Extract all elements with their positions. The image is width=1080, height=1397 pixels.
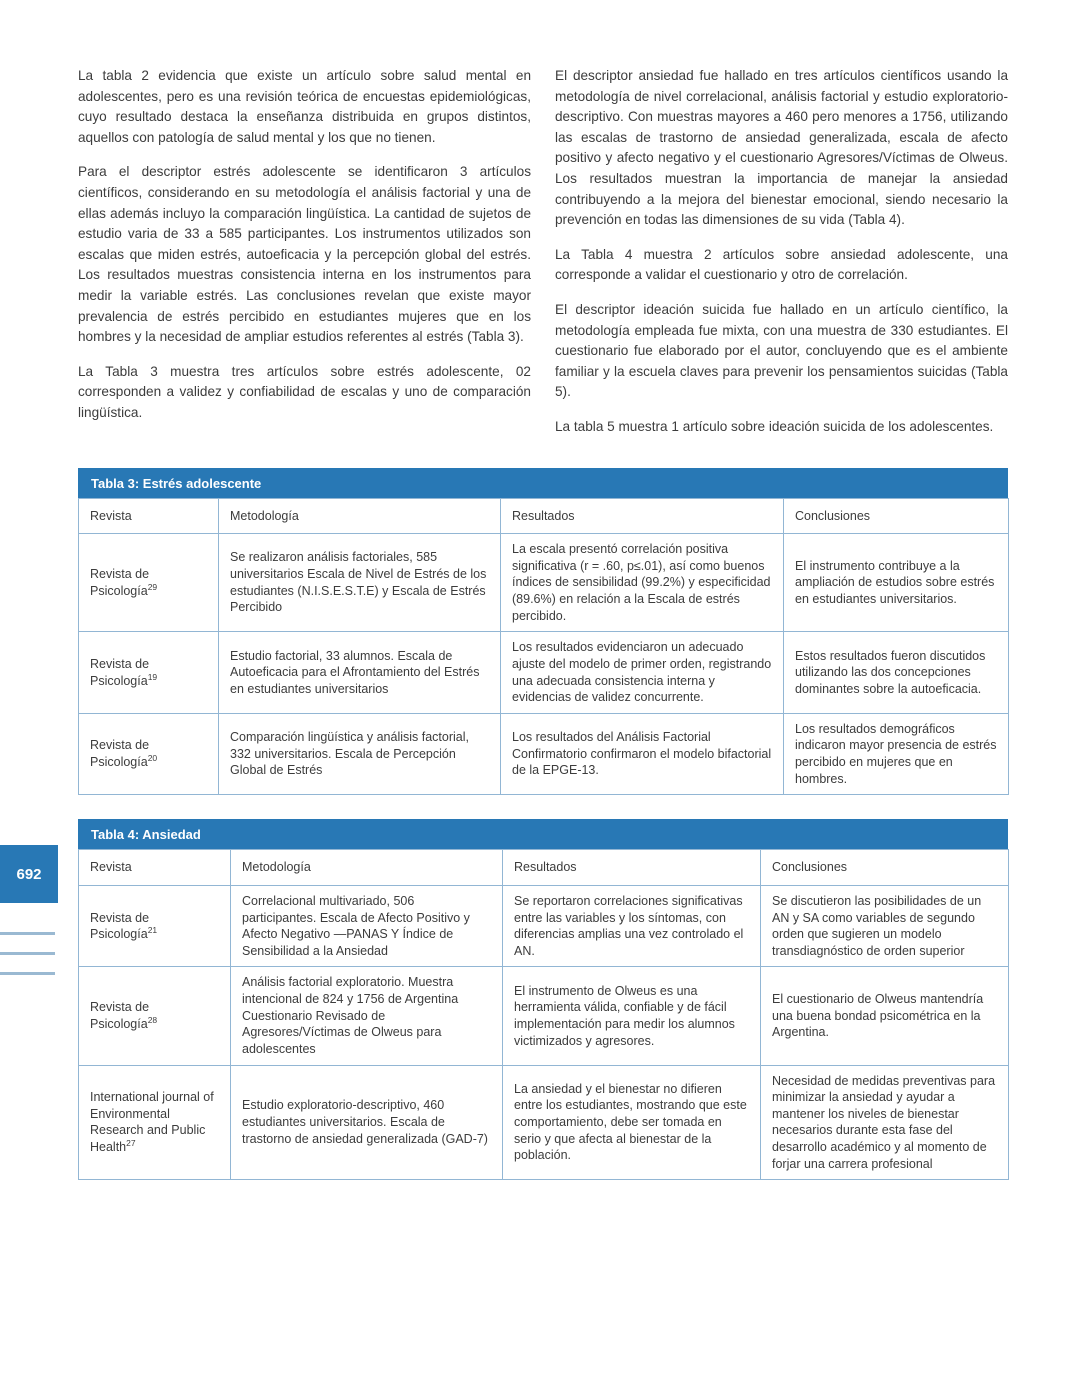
cell-resultados: La ansiedad y el bienestar no difieren entre los estudiantes, mostrando que este comportamiento, debe ser tomada en serio y que afecta al bienestar de la población. — [503, 1065, 761, 1180]
cell-metodologia: Comparación lingüística y análisis factorial, 332 universitarios. Escala de Percepción Global de Estrés — [219, 713, 501, 795]
decorative-line — [0, 932, 55, 935]
column-header-metodologia: Metodología — [231, 850, 503, 886]
reference-number: 20 — [147, 752, 158, 763]
body-text — [78, 66, 1008, 438]
journal-name: International journal of Environmental Research and Public Health — [90, 1090, 214, 1154]
cell-conclusiones: El cuestionario de Olweus mantendría una buena bondad psicométrica en la Argentina. — [761, 967, 1009, 1065]
decorative-line — [0, 952, 55, 955]
cell-revista — [79, 885, 231, 967]
reference-number: 28 — [147, 1014, 158, 1025]
decorative-line — [0, 972, 55, 975]
cell-revista — [79, 967, 231, 1065]
column-header-conclusiones: Conclusiones — [784, 498, 1009, 534]
cell-conclusiones: Los resultados demográficos indicaron mayor presencia de estrés percibido en mujeres que en hombres. — [784, 713, 1009, 795]
reference-number: 29 — [147, 581, 158, 592]
journal-name: Revista de Psicología — [90, 910, 150, 942]
table-row — [79, 713, 1009, 795]
column-header-resultados: Resultados — [503, 850, 761, 886]
table-row — [79, 885, 1009, 967]
paragraph: La Tabla 4 muestra 2 artículos sobre ansiedad adolescente, una corresponde a validar el cuestionario y otro de correlación. — [555, 246, 1008, 283]
cell-resultados: El instrumento de Olweus es una herramienta válida, confiable y de fácil implementación para medir los alumnos victimizados y agresores. — [503, 967, 761, 1065]
cell-conclusiones: Necesidad de medidas preventivas para minimizar la ansiedad y ayudar a mantener los niveles de bienestar necesarios durante esta fase del desarrollo académico y al momento de forjar una carrera profesional — [761, 1065, 1009, 1180]
cell-metodologia: Estudio exploratorio-descriptivo, 460 estudiantes universitarios. Escala de trastorno de ansiedad generalizada (GAD-7) — [231, 1065, 503, 1180]
cell-resultados: La escala presentó correlación positiva significativa (r = .60, p≤.01), así como buenos índices de sensibilidad (99.2%) y especificidad (89.6%) en relación a la Escala de estrés percibido. — [501, 534, 784, 632]
column-header-conclusiones: Conclusiones — [761, 850, 1009, 886]
paragraph: La tabla 2 evidencia que existe un artículo sobre salud mental en adolescentes, pero es una revisión teórica de encuestas epidemiológicas, cuyo resultado destaca la enseñanza distribuida en grupos distintos, aquellos con patología de salud mental y los que no tienen. — [78, 68, 531, 145]
page-content — [78, 66, 1008, 1180]
table-estres-adolescente — [78, 468, 1008, 796]
journal-name: Revista de Psicología — [90, 567, 150, 598]
cell-metodologia: Correlacional multivariado, 506 participantes. Escala de Afecto Positivo y Afecto Negativo —PANAS Y Índice de Sensibilidad a la Ansiedad — [231, 885, 503, 967]
journal-name: Revista de Psicología — [90, 738, 150, 769]
cell-resultados: Los resultados del Análisis Factorial Confirmatorio confirmaron el modelo bifactorial de la EPGE-13. — [501, 713, 784, 795]
cell-revista — [79, 632, 219, 714]
left-column — [78, 66, 531, 438]
journal-name: Revista de Psicología — [90, 1000, 150, 1031]
paragraph: La tabla 5 muestra 1 artículo sobre ideación suicida de los adolescentes. — [555, 418, 994, 434]
cell-revista — [79, 1065, 231, 1180]
cell-metodologia: Análisis factorial exploratorio. Muestra intencional de 824 y 1756 de Argentina Cuestionario Revisado de Agresores/Víctimas de Olweus para adolescentes — [231, 967, 503, 1065]
cell-conclusiones: Estos resultados fueron discutidos utilizando las dos concepciones dominantes sobre la autoeficacia. — [784, 632, 1009, 714]
column-header-metodologia: Metodología — [219, 498, 501, 534]
column-header-resultados: Resultados — [501, 498, 784, 534]
cell-conclusiones: Se discutieron las posibilidades de un AN y SA como variables de segundo orden que sugieren un modelo transdiagnóstico de orden superior — [761, 885, 1009, 967]
reference-number: 21 — [147, 924, 158, 935]
table-row — [79, 967, 1009, 1065]
reference-number: 19 — [147, 671, 158, 682]
decorative-lines — [0, 932, 55, 992]
cell-metodologia: Se realizaron análisis factoriales, 585 universitarios Escala de Nivel de Estrés de los estudiantes (N.I.S.E.S.T.E) y Escala de Estrés Percibido — [219, 534, 501, 632]
table-title: Tabla 3: Estrés adolescente — [78, 468, 1008, 498]
right-column — [555, 66, 1008, 438]
column-header-revista: Revista — [79, 498, 219, 534]
page-number-badge — [0, 845, 58, 903]
table-estres — [78, 498, 1009, 796]
page-number: 692 — [16, 865, 42, 883]
table-row — [79, 534, 1009, 632]
table-row — [79, 632, 1009, 714]
column-header-revista: Revista — [79, 850, 231, 886]
cell-metodologia: Estudio factorial, 33 alumnos. Escala de Autoeficacia para el Afrontamiento del Estrés en estudiantes universitarios — [219, 632, 501, 714]
table-title: Tabla 4: Ansiedad — [78, 819, 1008, 849]
table-ansiedad-grid — [78, 849, 1009, 1180]
table-header-row — [79, 498, 1009, 534]
paragraph: Para el descriptor estrés adolescente se identificaron 3 artículos científicos, considerando en su metodología el análisis factorial y una de ellas además incluyo la comparación lingüística. La cantidad de sujetos de estudio varia de 33 a 585 participantes. Los instrumentos utilizados son escalas que miden estrés, autoeficacia y la percepción global del estrés. Los resultados muestras consistencia interna en los instrumentos para medir la variable estrés. Las conclusiones revelan que existe mayor prevalencia de estrés percibido en estudiantes mujeres que en los hombres y la necesidad de ampliar estudios referentes al estrés (Tabla 3). — [78, 164, 531, 345]
cell-revista — [79, 534, 219, 632]
reference-number: 27 — [126, 1137, 136, 1148]
paragraph: El descriptor ideación suicida fue hallado en un artículo científico, la metodología empleada fue mixta, con una muestra de 330 estudiantes. El cuestionario fue elaborado por el autor, concluyendo que es el ambiente familiar y la escuela claves para prevenir los pensamientos suicidas (Tabla 5). — [555, 301, 1008, 400]
table-ansiedad — [78, 819, 1008, 1180]
cell-conclusiones: El instrumento contribuye a la ampliación de estudios sobre estrés en estudiantes universitarios. — [784, 534, 1009, 632]
table-row — [79, 1065, 1009, 1180]
paragraph: La Tabla 3 muestra tres artículos sobre estrés adolescente, 02 corresponden a validez y confiabilidad de escalas y uno de comparación lingüística. — [78, 363, 531, 420]
cell-resultados: Se reportaron correlaciones significativas entre las variables y los síntomas, con diferencias amplias una vez controlado el AN. — [503, 885, 761, 967]
cell-resultados: Los resultados evidenciaron un adecuado ajuste del modelo de primer orden, registrando una adecuada consistencia interna y evidencias de validez concurrente. — [501, 632, 784, 714]
paragraph: El descriptor ansiedad fue hallado en tres artículos científicos usando la metodología de nivel correlacional, análisis factorial y estudio exploratorio-descriptivo. Con muestras mayores a 460 pero menores a 1756, utilizando las escalas de trastorno de ansiedad generalizada, escala de afecto positivo y afecto negativo y el cuestionario Agresores/Víctimas de Olweus. Los resultados muestran la importancia de manejar la ansiedad contribuyendo a la mejora del bienestar emocional, siendo necesario la prevención en todas las dimensiones de su vida (Tabla 4). — [555, 68, 1008, 228]
cell-revista — [79, 713, 219, 795]
table-header-row — [79, 850, 1009, 886]
journal-name: Revista de Psicología — [90, 656, 150, 688]
